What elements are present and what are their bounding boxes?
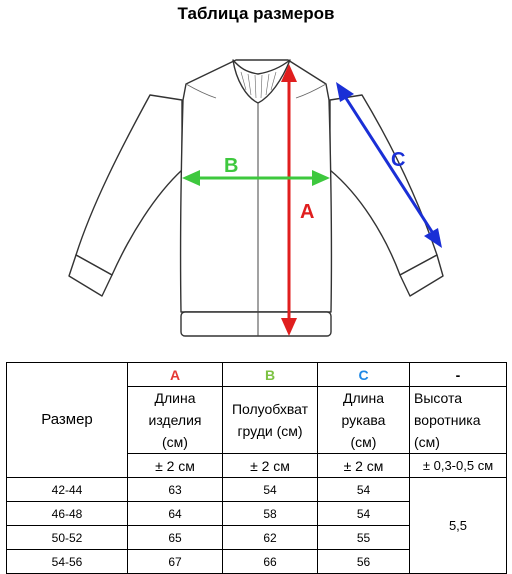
col-c-tolerance: ± 2 см (318, 454, 410, 478)
col-a-letter: A (128, 363, 223, 387)
col-b-letter: B (223, 363, 318, 387)
size-table (6, 362, 507, 574)
row-a: 65 (128, 526, 223, 550)
row-a: 64 (128, 502, 223, 526)
col-a-tolerance: ± 2 см (128, 454, 223, 478)
measure-a-label: A (300, 201, 315, 223)
measure-c-label: C (391, 149, 406, 171)
waistband (181, 312, 331, 336)
row-c: 55 (318, 526, 410, 550)
jacket-outline (69, 60, 443, 336)
row-size: 42-44 (7, 478, 128, 502)
col-d-name: Высота воротника (см) (410, 387, 507, 454)
col-c-letter: C (318, 363, 410, 387)
col-b-tolerance: ± 2 см (223, 454, 318, 478)
row-c: 54 (318, 502, 410, 526)
row-a: 63 (128, 478, 223, 502)
row-size: 46-48 (7, 502, 128, 526)
col-d-letter: - (410, 363, 507, 387)
collar-value: 5,5 (410, 478, 507, 574)
col-d-tolerance: ± 0,3-0,5 см (410, 454, 507, 478)
row-c: 54 (318, 478, 410, 502)
page-title: Таблица размеров (177, 4, 335, 23)
table-row (7, 478, 507, 502)
row-a: 67 (128, 550, 223, 574)
size-header: Размер (7, 363, 128, 478)
row-b: 66 (223, 550, 318, 574)
col-b-name: Полуобхват груди (см) (223, 387, 318, 454)
row-b: 58 (223, 502, 318, 526)
measure-b-label: B (224, 155, 239, 177)
right-sleeve (330, 95, 437, 275)
col-a-name: Длина изделия (см) (128, 387, 223, 454)
row-c: 56 (318, 550, 410, 574)
row-b: 54 (223, 478, 318, 502)
left-sleeve (76, 95, 182, 275)
row-b: 62 (223, 526, 318, 550)
row-size: 50-52 (7, 526, 128, 550)
col-c-name: Длина рукава (см) (318, 387, 410, 454)
row-size: 54-56 (7, 550, 128, 574)
